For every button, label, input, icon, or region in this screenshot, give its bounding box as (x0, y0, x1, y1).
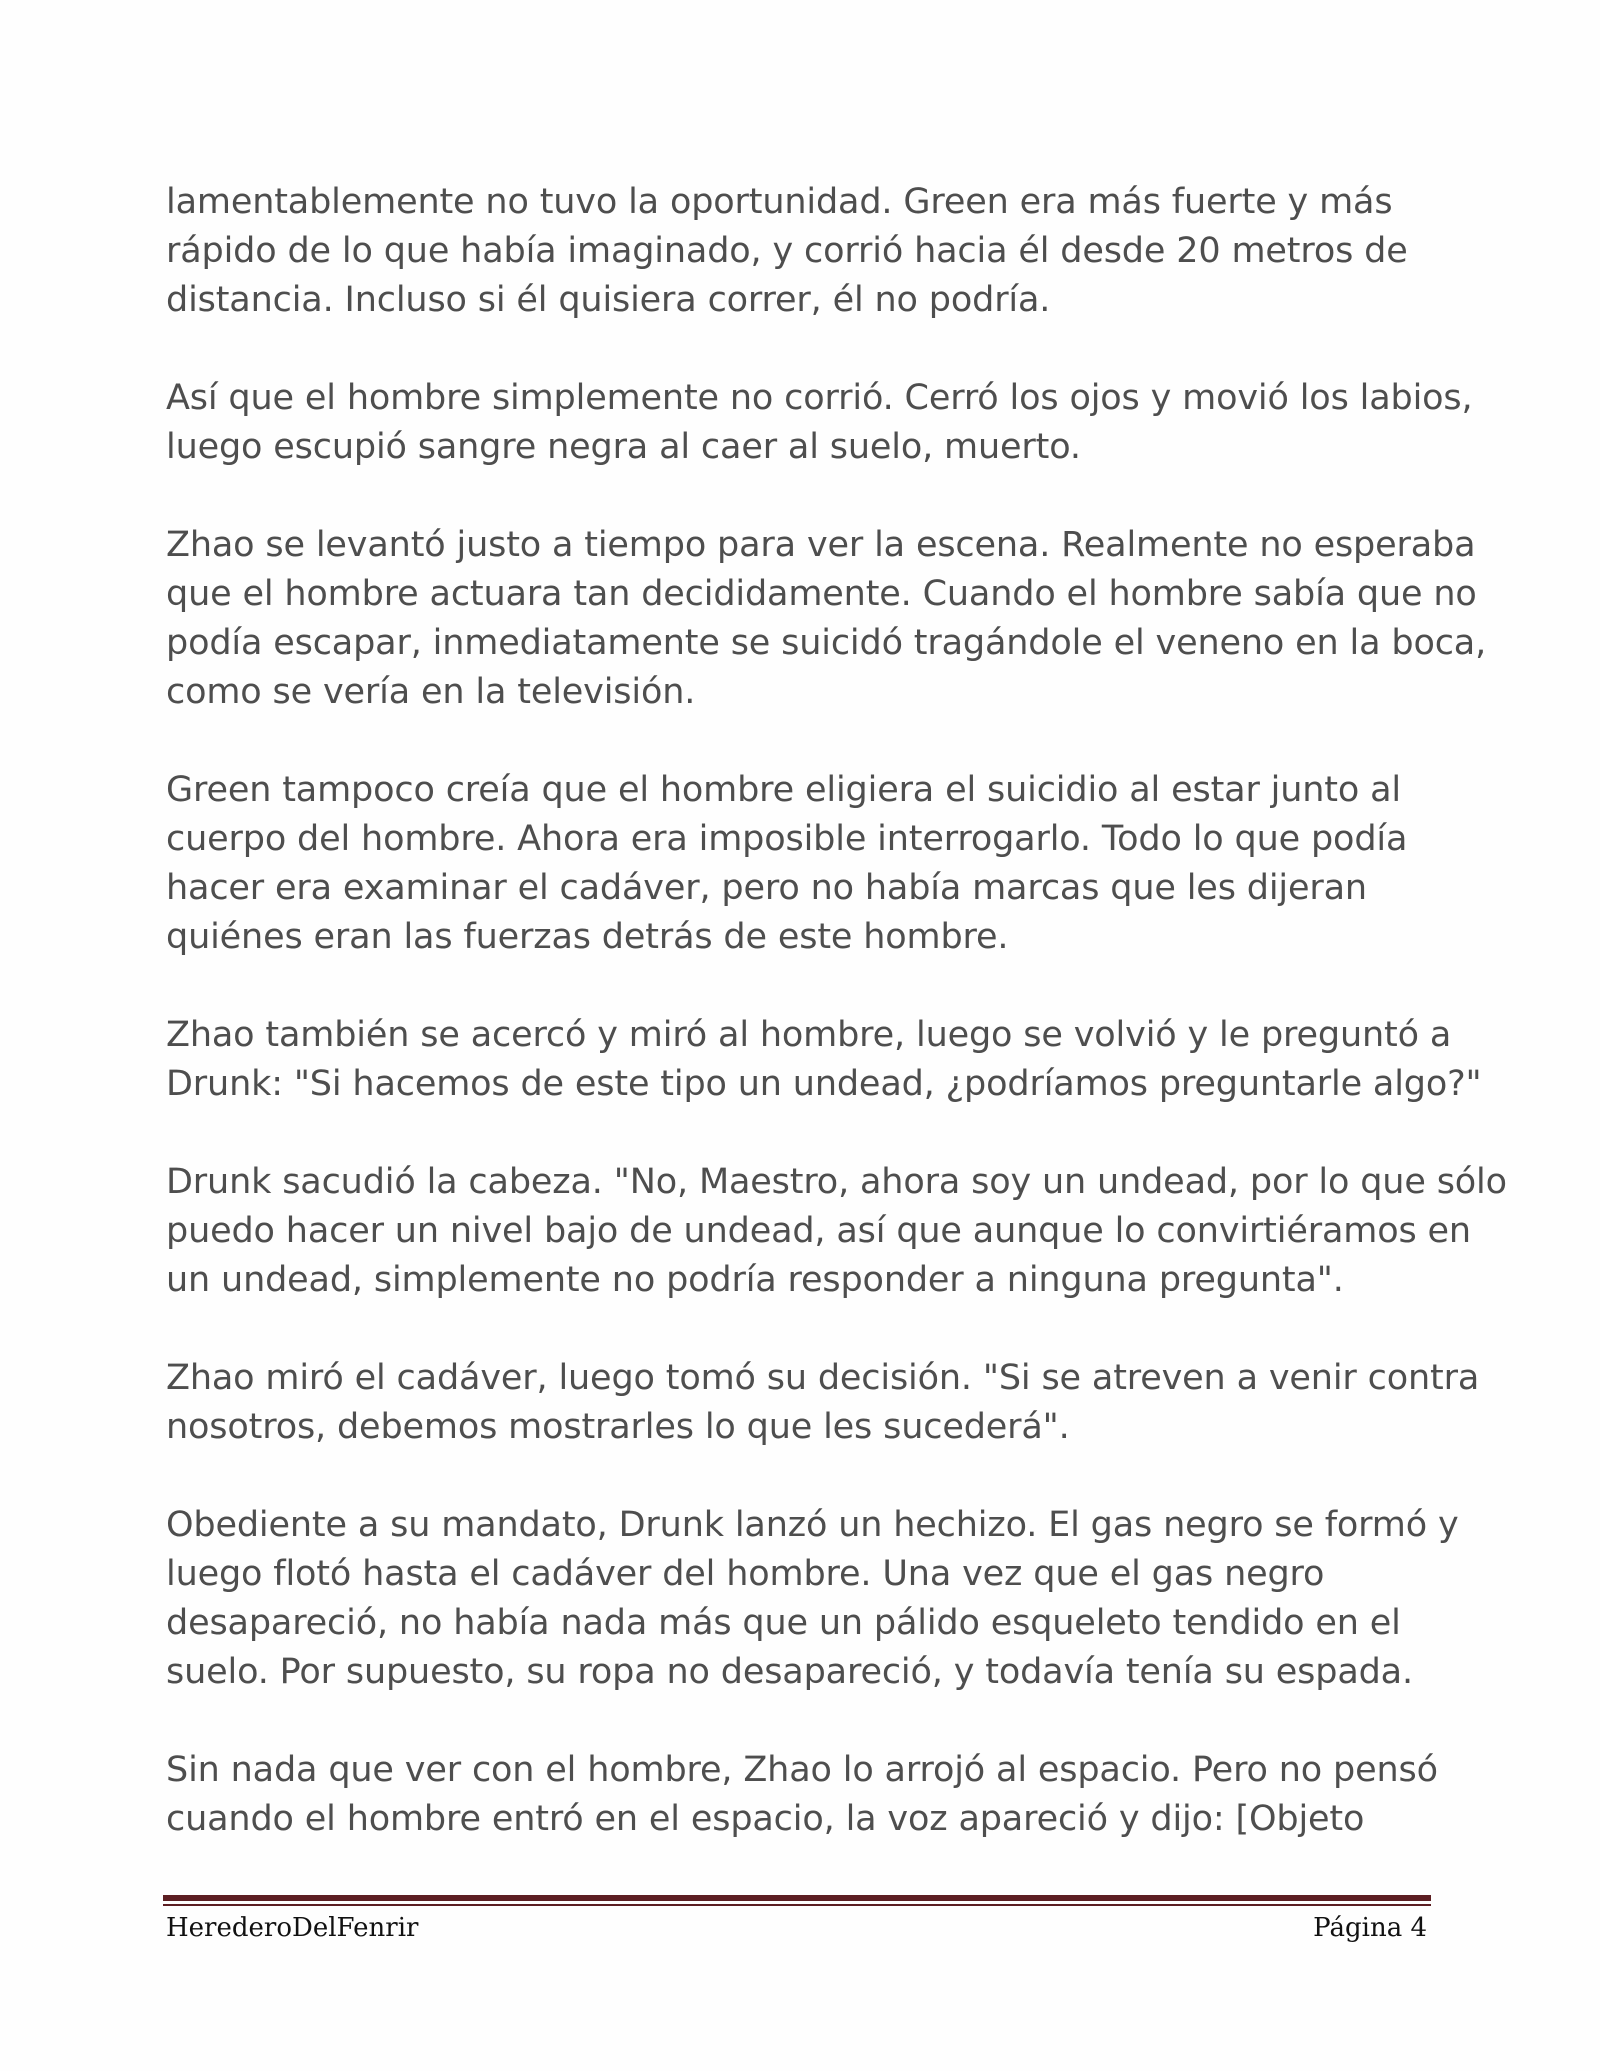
text-line: cuerpo del hombre. Ahora era imposible interrogarlo. Todo lo que podía (166, 819, 1408, 859)
text-line: Drunk: "Si hacemos de este tipo un undead, ¿podríamos preguntarle algo?" (166, 1064, 1482, 1104)
footer-divider-thin (163, 1904, 1431, 1906)
text-line: luego escupió sangre negra al caer al suelo, muerto. (166, 427, 1081, 467)
paragraph (166, 521, 1487, 717)
paragraph (166, 766, 1446, 962)
text-line: rápido de lo que había imaginado, y corrió hacia él desde 20 metros de (166, 231, 1408, 271)
text-line: nosotros, debemos mostrarles lo que les sucederá". (166, 1407, 1070, 1447)
paragraph (166, 1354, 1480, 1452)
text-line: Así que el hombre simplemente no corrió. Cerró los ojos y movió los labios, (166, 378, 1473, 418)
body-text (166, 178, 1507, 1893)
text-line: Sin nada que ver con el hombre, Zhao lo arrojó al espacio. Pero no pensó (166, 1750, 1438, 1790)
text-line: que el hombre actuara tan decididamente. Cuando el hombre sabía que no (166, 574, 1477, 614)
text-line: suelo. Por supuesto, su ropa no desapareció, y todavía tenía su espada. (166, 1652, 1413, 1692)
text-line: Drunk sacudió la cabeza. "No, Maestro, ahora soy un undead, por lo que sólo (166, 1162, 1507, 1202)
text-line: luego flotó hasta el cadáver del hombre. Una vez que el gas negro (166, 1554, 1325, 1594)
paragraph (166, 178, 1446, 325)
footer-divider-thick (163, 1895, 1431, 1901)
paragraph (166, 374, 1473, 472)
paragraph (166, 1011, 1482, 1109)
text-line: un undead, simplemente no podría responder a ninguna pregunta". (166, 1260, 1344, 1300)
paragraph (166, 1501, 1459, 1697)
text-line: cuando el hombre entró en el espacio, la voz apareció y dijo: [Objeto (166, 1799, 1365, 1839)
text-line: Zhao también se acercó y miró al hombre, luego se volvió y le preguntó a (166, 1015, 1452, 1055)
text-line: Zhao miró el cadáver, luego tomó su decisión. "Si se atreven a venir contra (166, 1358, 1480, 1398)
text-line: hacer era examinar el cadáver, pero no había marcas que les dijeran (166, 868, 1367, 908)
footer-author: HerederoDelFenrir (166, 1913, 419, 1943)
text-line: como se vería en la televisión. (166, 672, 696, 712)
paragraph (166, 1746, 1446, 1844)
text-line: quiénes eran las fuerzas detrás de este hombre. (166, 917, 1009, 957)
paragraph (166, 1158, 1507, 1305)
text-line: Zhao se levantó justo a tiempo para ver la escena. Realmente no esperaba (166, 525, 1476, 565)
text-line: Obediente a su mandato, Drunk lanzó un hechizo. El gas negro se formó y (166, 1505, 1459, 1545)
footer-page-number: Página 4 (1313, 1913, 1427, 1943)
text-line: lamentablemente no tuvo la oportunidad. Green era más fuerte y más (166, 182, 1393, 222)
text-line: puedo hacer un nivel bajo de undead, así que aunque lo convirtiéramos en (166, 1211, 1471, 1251)
text-line: Green tampoco creía que el hombre eligiera el suicidio al estar junto al (166, 770, 1401, 810)
text-line: desapareció, no había nada más que un pálido esqueleto tendido en el (166, 1603, 1401, 1643)
text-line: podía escapar, inmediatamente se suicidó tragándole el veneno en la boca, (166, 623, 1487, 663)
text-line: distancia. Incluso si él quisiera correr, él no podría. (166, 280, 1051, 320)
